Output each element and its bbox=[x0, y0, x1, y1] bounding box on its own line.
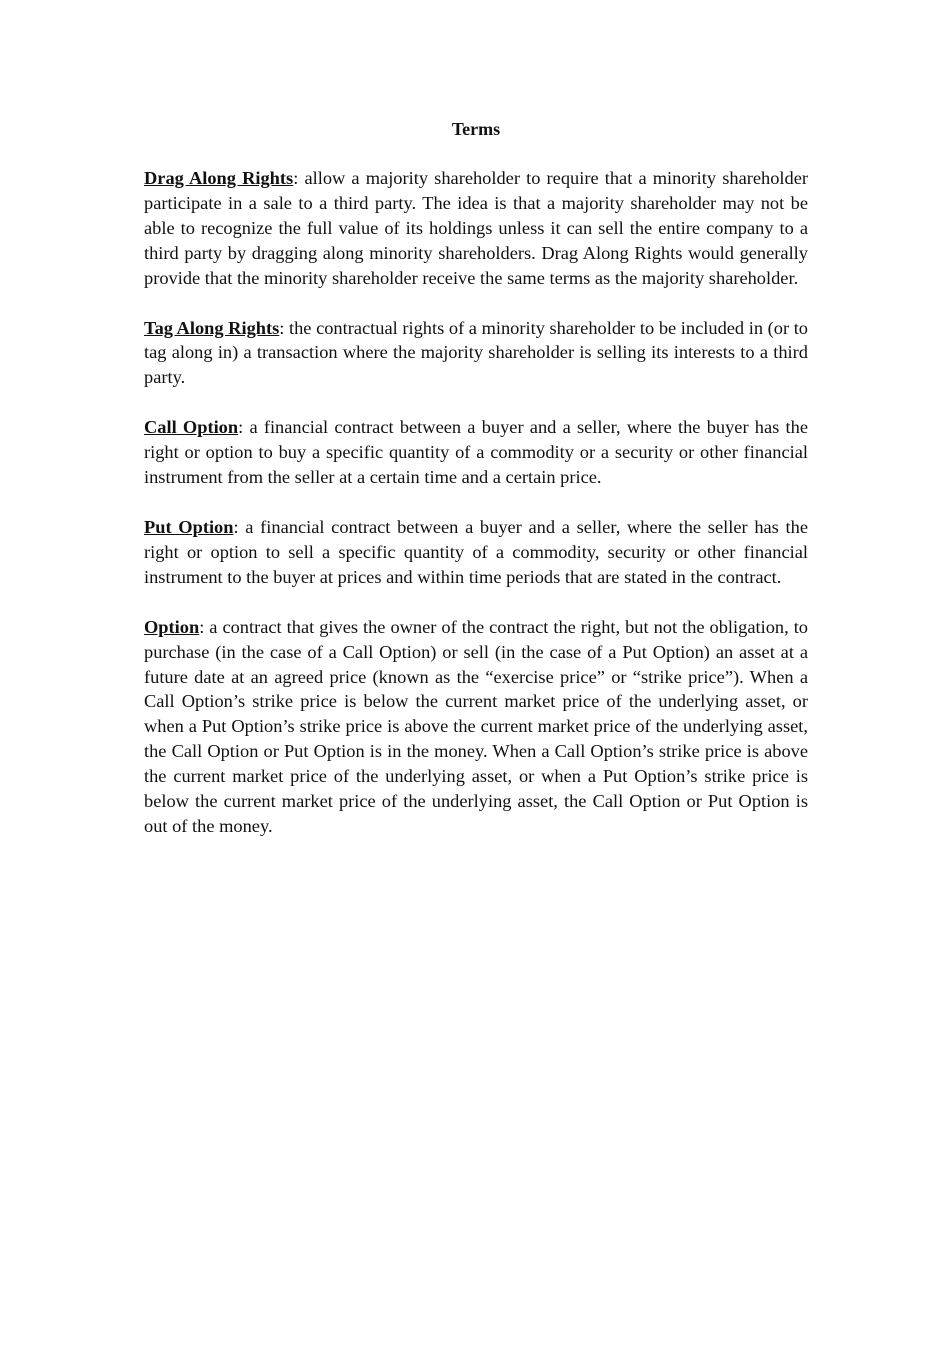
term-name: Tag Along Rights bbox=[144, 317, 280, 338]
term-definition: : a financial contract between a buyer and a seller, where the buyer has the right or option to buy a specific quantity of a commodity or a security or other financial instrument from the seller at a certain time and a certain price. bbox=[144, 417, 808, 488]
terms-list bbox=[144, 166, 808, 864]
term-put-option bbox=[144, 515, 808, 590]
term-option bbox=[144, 615, 808, 839]
page-title: Terms bbox=[451, 119, 501, 139]
term-definition: : allow a majority shareholder to require that a minority shareholder participate in a sale to a third party. The idea is that a majority shareholder may not be able to recognize the full value of its holdings unless it can sell the entire company to a third party by dragging along minority shareholders. Drag Along Rights would generally provide that the minority shareholder receive the same terms as the majority shareholder. bbox=[144, 168, 809, 288]
term-call-option bbox=[144, 415, 808, 490]
term-definition: : the contractual rights of a minority shareholder to be included in (or to tag along in) a transaction where the majority shareholder is selling its interests to a third party. bbox=[144, 317, 808, 388]
term-name: Put Option bbox=[144, 516, 234, 537]
term-tag-along-rights bbox=[144, 316, 808, 391]
term-name: Option bbox=[144, 616, 200, 637]
term-definition: : a contract that gives the owner of the contract the right, but not the obligation, to purchase (in the case of a Call Option) or sell (in the case of a Put Option) an asset at a future date at an agreed price (known as the “exercise price” or “strike price”). When a Call Option’s strike price is below the current market price of the underlying asset, or when a Put Option’s strike price is above the current market price of the underlying asset, the Call Option or Put Option is in the money. When a Call Option’s strike price is above the current market price of the underlying asset, or when a Put Option’s strike price is below the current market price of the underlying asset, the Call Option or Put Option is out of the money. bbox=[144, 616, 808, 836]
term-definition: : a financial contract between a buyer and a seller, where the seller has the right or option to sell a specific quantity of a commodity, security or other financial instrument to the buyer at prices and within time periods that are stated in the contract. bbox=[144, 516, 808, 587]
term-drag-along-rights bbox=[144, 166, 808, 291]
term-name: Drag Along Rights bbox=[144, 168, 294, 188]
term-name: Call Option bbox=[144, 417, 239, 438]
